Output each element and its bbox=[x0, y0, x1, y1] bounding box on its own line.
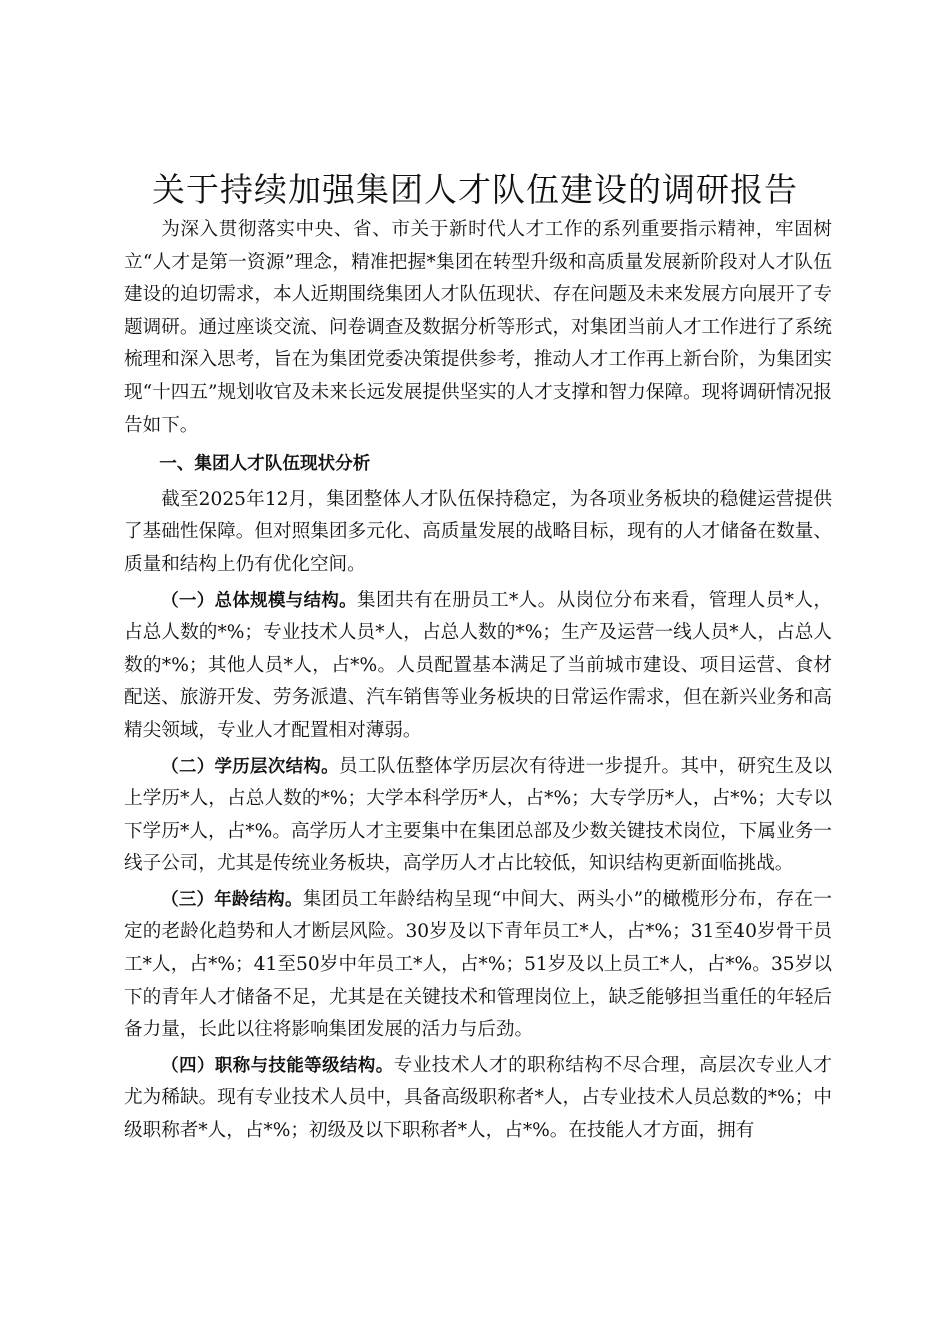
subsection-text: 集团共有在册员工*人。从岗位分布来看，管理人员*人，占总人数的*%；专业技术人员*人，占总人数的*%；生产及运营一线人员*人，占总人数的*%；其他人员*人，占*%。人员配置基本满足了当前城市建设、项目运营、食材配送、旅游开发、劳务派遣、汽车销售等业务板块的日常运作需求，但在新兴业务和高精尖领域，专业人才配置相对薄弱。 bbox=[124, 589, 832, 741]
subsection-lead: （四）职称与技能等级结构。 bbox=[161, 1055, 394, 1076]
subsection-text: 员工队伍整体学历层次有待进一步提升。其中，研究生及以上学历*人，占总人数的*%；大学本科学历*人，占*%；大专学历*人，占*%；大专以下学历*人，占*%。高学历人才主要集中在集团总部及少数关键技术岗位，下属业务一线子公司，尤其是传统业务板块，高学历人才占比较低，知识结构更新面临挑战。 bbox=[124, 755, 832, 875]
document-title: 关于持续加强集团人才队伍建设的调研报告 bbox=[152, 170, 798, 209]
intro-paragraph: 为深入贯彻落实中央、省、市关于新时代人才工作的系列重要指示精神，牢固树立“人才是第一资源”理念，精准把握*集团在转型升级和高质量发展新阶段对人才队伍建设的迫切需求，本人近期围绕集团人才队伍现状、存在问题及未来发展方向展开了专题调研。通过座谈交流、问卷调查及数据分析等形式，对集团当前人才工作进行了系统梳理和深入思考，旨在为集团党委决策提供参考，推动人才工作再上新台阶，为集团实现“十四五”规划收官及未来长远发展提供坚实的人才支撑和智力保障。现将调研情况报告如下。 bbox=[124, 219, 832, 436]
subsection-total-scale bbox=[124, 585, 832, 748]
subsection-text: 专业技术人才的职称结构不尽合理，高层次专业人才尤为稀缺。现有专业技术人员中，具备高级职称者*人，占专业技术人员总数的*%；中级职称者*人，占*%；初级及以下职称者*人，占*%。在技能人才方面，拥有 bbox=[124, 1054, 832, 1142]
subsection-age bbox=[124, 884, 832, 1047]
subsection-lead: （三）年龄结构。 bbox=[161, 889, 303, 910]
subsection-lead: （二）学历层次结构。 bbox=[161, 756, 339, 777]
section-intro-paragraph: 截至2025年12月，集团整体人才队伍保持稳定，为各项业务板块的稳健运营提供了基础性保障。但对照集团多元化、高质量发展的战略目标，现有的人才储备在数量、质量和结构上仍有优化空间。 bbox=[124, 488, 832, 575]
section-heading: 一、集团人才队伍现状分析 bbox=[159, 454, 371, 475]
subsection-title-skill bbox=[124, 1050, 832, 1148]
document-body bbox=[124, 214, 832, 1148]
subsection-education bbox=[124, 751, 832, 881]
subsection-lead: （一）总体规模与结构。 bbox=[161, 590, 357, 611]
subsection-text: 集团员工年龄结构呈现“中间大、两头小”的橄榄形分布，存在一定的老龄化趋势和人才断层风险。30岁及以下青年员工*人，占*%；31至40岁骨干员工*人，占*%；41至50岁中年员工*人，占*%；51岁及以上员工*人，占*%。35岁以下的青年人才储备不足，尤其是在关键技术和管理岗位上，缺乏能够担当重任的年轻后备力量，长此以往将影响集团发展的活力与后劲。 bbox=[124, 888, 832, 1041]
